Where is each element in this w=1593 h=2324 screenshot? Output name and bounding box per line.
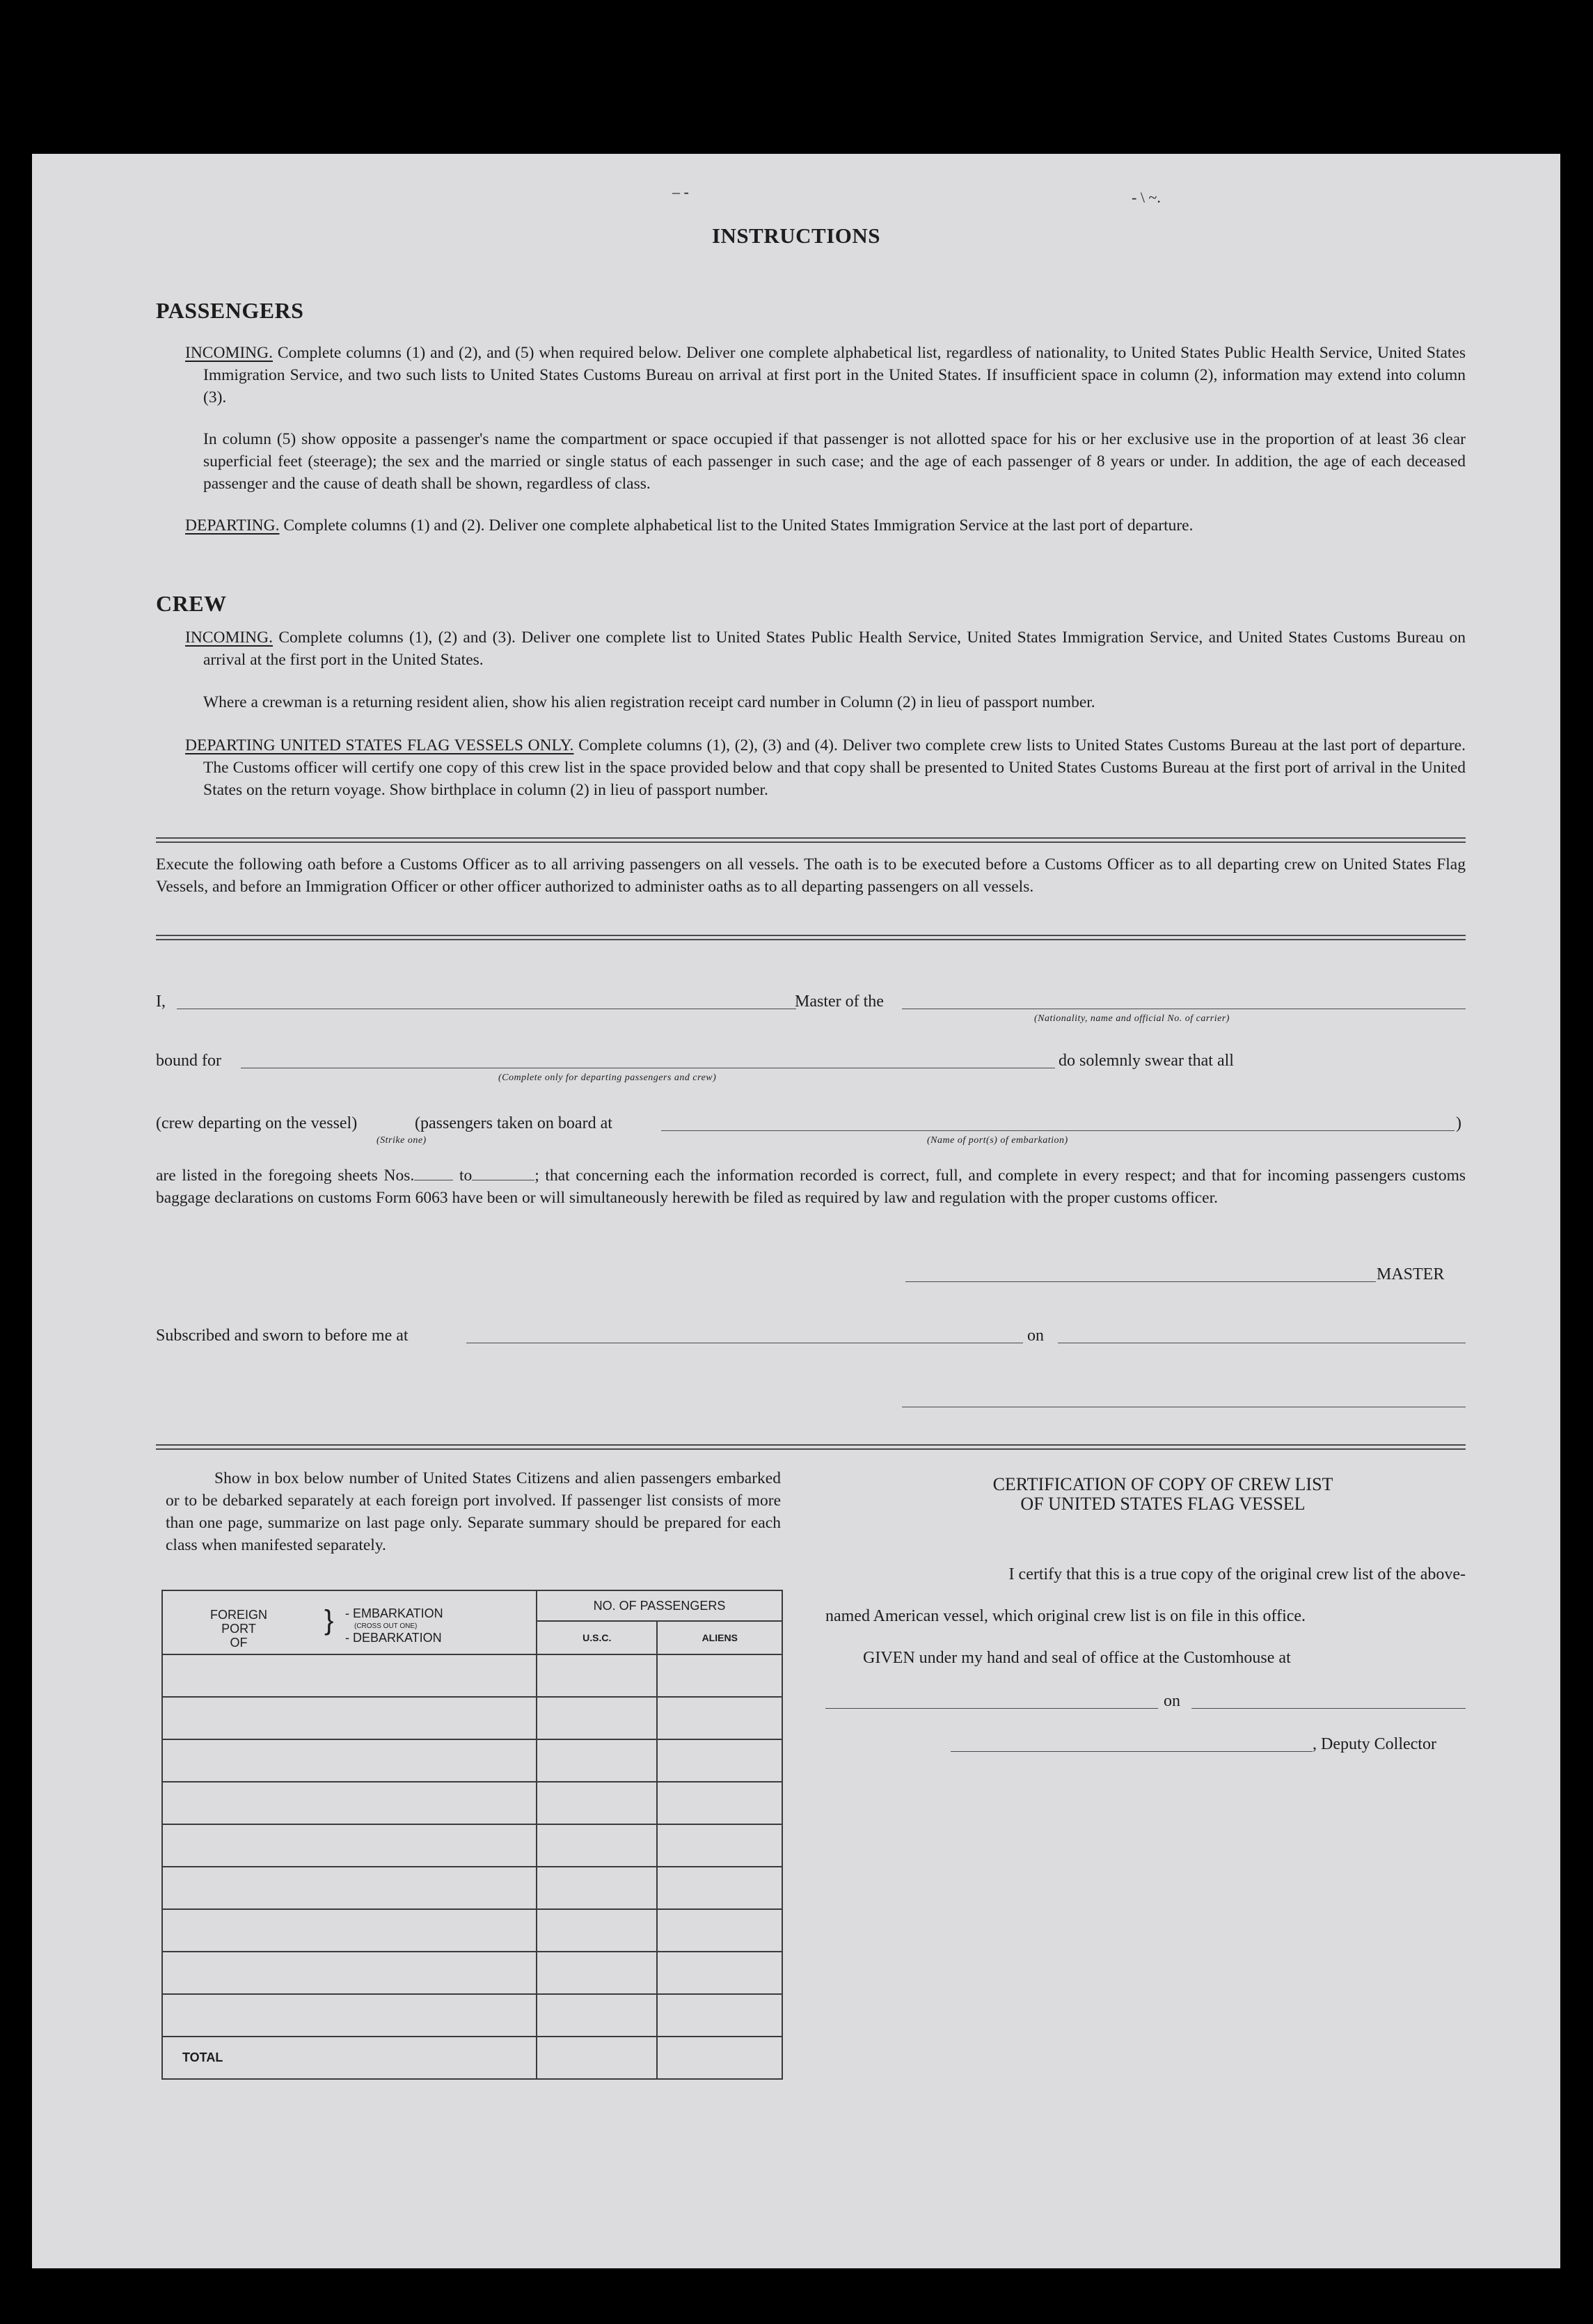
aliens-cell[interactable] — [657, 1782, 782, 1824]
crew-incoming-text: Complete columns (1), (2) and (3). Deliver one complete list to United States Public Health Service, United States Immigration Service, and United States Customs Bureau on arrival at the first port in the United States. — [203, 629, 1466, 669]
cert-on-label: on — [1164, 1692, 1180, 1710]
subscribed-label: Subscribed and sworn to before me at — [156, 1327, 409, 1345]
of-label: OF — [230, 1636, 248, 1650]
sworn-on-label: on — [1027, 1327, 1044, 1345]
port-cell[interactable] — [162, 1654, 537, 1697]
usc-cell[interactable] — [537, 1909, 657, 1952]
passengers-departing-paragraph — [185, 514, 1466, 537]
swear-text: do solemnly swear that all — [1059, 1052, 1234, 1070]
port-cell[interactable] — [162, 1867, 537, 1909]
crew-heading: CREW — [156, 591, 227, 616]
total-label: TOTAL — [162, 2037, 537, 2079]
master-signature-field[interactable] — [905, 1281, 1376, 1282]
bound-caption: (Complete only for departing passengers and crew) — [498, 1073, 717, 1083]
table-row — [162, 1867, 782, 1909]
ports-of-embarkation-field[interactable] — [661, 1130, 1455, 1131]
crew-departing-paragraph — [185, 734, 1466, 801]
passengers-column5-paragraph: In column (5) show opposite a passenger's name the compartment or space occupied if that passenger is not allotted space for his or her exclusive use in the proportion of at least 36 clear superficial feet (steerage); the sex and the married or single status of each passenger in such case; and the age of each passenger of 8 years or under. In addition, the age of each deceased passenger and the cause of death shall be shown, regardless of class. — [203, 430, 1466, 493]
usc-cell[interactable] — [537, 1994, 657, 2037]
aliens-cell[interactable] — [657, 1909, 782, 1952]
cert-date-field[interactable] — [1191, 1708, 1466, 1709]
page-title: INSTRUCTIONS — [711, 223, 880, 248]
aliens-cell[interactable] — [657, 1952, 782, 1994]
port-cell[interactable] — [162, 1824, 537, 1867]
certify-line-1: I certify that this is a true copy of the original crew list of the above- — [1008, 1565, 1466, 1583]
table-row — [162, 1739, 782, 1782]
embarkation-label: - EMBARKATION — [345, 1606, 443, 1620]
crew-incoming-paragraph — [185, 626, 1466, 671]
usc-cell[interactable] — [537, 1782, 657, 1824]
master-label: MASTER — [1377, 1265, 1445, 1283]
scan-mark: - \ ~. — [1132, 189, 1161, 206]
port-header-cell — [162, 1590, 537, 1654]
given-text: GIVEN under my hand and seal of office at the Customhouse at — [863, 1649, 1291, 1667]
table-row — [162, 1782, 782, 1824]
port-cell[interactable] — [162, 1739, 537, 1782]
port-cell[interactable] — [162, 1697, 537, 1739]
aliens-cell[interactable] — [657, 1867, 782, 1909]
certify-line-2: named American vessel, which original crew list is on file in this office. — [825, 1607, 1306, 1625]
certification-title-line1: CERTIFICATION OF COPY OF CREW LIST — [992, 1474, 1333, 1494]
usc-header: U.S.C. — [537, 1621, 657, 1654]
master-of-the-label: Master of the — [795, 993, 884, 1011]
table-row — [162, 1654, 782, 1697]
passenger-summary-table — [161, 1590, 783, 2080]
listed-text-b: ; that concerning each the information recorded is correct, full, and complete in every respect; and that for incoming passengers customs baggage declarations on customs Form 6063 have been or will simultaneously herewith be filed as required by law and regulation with the proper customs officer. — [156, 1167, 1466, 1207]
port-cell[interactable] — [162, 1994, 537, 2037]
table-row — [162, 1697, 782, 1739]
passengers-incoming-label: INCOMING. — [185, 344, 273, 362]
usc-cell[interactable] — [537, 1867, 657, 1909]
passengers-incoming-paragraph — [185, 342, 1466, 409]
debarkation-label: - DEBARKATION — [345, 1631, 442, 1645]
foreign-label: FOREIGN — [209, 1608, 267, 1622]
usc-cell[interactable] — [537, 1824, 657, 1867]
no-of-passengers-header: NO. OF PASSENGERS — [537, 1590, 782, 1621]
total-row — [162, 2037, 782, 2079]
certification-title — [860, 1475, 1466, 1514]
passengers-departing-label: DEPARTING. — [185, 516, 280, 535]
scan-mark: – - — [672, 183, 689, 200]
certification-title-line2: OF UNITED STATES FLAG VESSEL — [1020, 1494, 1306, 1514]
deputy-collector-label: , Deputy Collector — [1313, 1735, 1436, 1753]
aliens-cell[interactable] — [657, 1994, 782, 2037]
listed-text-a: are listed in the foregoing sheets — [156, 1167, 378, 1185]
listed-paragraph — [156, 1164, 1466, 1209]
table-row — [162, 1994, 782, 2037]
table-row — [162, 1952, 782, 1994]
oath-i-label: I, — [156, 993, 166, 1011]
port-cell[interactable] — [162, 1952, 537, 1994]
oath-instruction: Execute the following oath before a Customs Officer as to all arriving passengers on all vessels. The oath is to be executed before a Customs Officer as to all departing crew on United States Flag Vessels, and before an Immigration Officer or other officer authorized to administer oaths as to all departing passengers on all vessels. — [156, 855, 1466, 896]
listed-nos: Nos. — [383, 1167, 415, 1185]
deputy-signature-field[interactable] — [951, 1751, 1313, 1752]
divider — [156, 935, 1466, 940]
cross-out-label: (CROSS OUT ONE) — [354, 1622, 418, 1630]
crew-departing-text: Complete columns (1), (2), (3) and (4). Deliver two complete crew lists to United States Customs Bureau at the last port of departure. The Customs officer will certify one copy of this crew list in the space provided below and that copy shall be presented to United States Customs Bureau at the first port of arrival in the United States on the return voyage. Show birthplace in column (2) in lieu of passport number. — [203, 736, 1466, 799]
passengers-departing-text: Complete columns (1) and (2). Deliver one complete alphabetical list to the United States Immigration Service at the last port of departure. — [283, 516, 1194, 535]
usc-total-cell[interactable] — [537, 2037, 657, 2079]
customhouse-field[interactable] — [825, 1708, 1158, 1709]
usc-cell[interactable] — [537, 1952, 657, 1994]
port-cell[interactable] — [162, 1909, 537, 1952]
bound-for-label: bound for — [156, 1052, 221, 1070]
aliens-total-cell[interactable] — [657, 2037, 782, 2079]
ports-caption: (Name of port(s) of embarkation) — [927, 1135, 1068, 1146]
passengers-heading: PASSENGERS — [156, 298, 304, 323]
divider — [156, 837, 1466, 843]
aliens-cell[interactable] — [657, 1739, 782, 1782]
crew-departing-option: (crew departing on the vessel) — [156, 1114, 358, 1132]
listed-to: to — [459, 1167, 473, 1185]
usc-cell[interactable] — [537, 1739, 657, 1782]
table-row — [162, 1824, 782, 1867]
port-label: PORT — [221, 1622, 256, 1636]
crew-incoming-label: INCOMING. — [185, 629, 273, 647]
table-row — [162, 1909, 782, 1952]
summary-note: Show in box below number of United States Citizens and alien passengers embarked or to be debarked separately at each foreign port involved. If passenger list consists of more than one page, summarize on last page only. Separate summary should be prepared for each class when manifested separately. — [166, 1469, 781, 1554]
crew-resident-paragraph: Where a crewman is a returning resident alien, show his alien registration receipt card number in Column (2) in lieu of passport number. — [203, 693, 1095, 711]
aliens-header: ALIENS — [657, 1621, 782, 1654]
carrier-caption: (Nationality, name and official No. of carrier) — [1034, 1013, 1230, 1024]
usc-cell[interactable] — [537, 1697, 657, 1739]
port-cell[interactable] — [162, 1782, 537, 1824]
crew-departing-label: DEPARTING UNITED STATES FLAG VESSELS ONLY. — [185, 736, 574, 754]
close-paren: ) — [1456, 1114, 1461, 1132]
strike-one-caption: (Strike one) — [377, 1135, 427, 1146]
usc-cell[interactable] — [537, 1654, 657, 1697]
aliens-cell[interactable] — [657, 1697, 782, 1739]
aliens-cell[interactable] — [657, 1654, 782, 1697]
passengers-incoming-text: Complete columns (1) and (2), and (5) when required below. Deliver one complete alphabetical list, regardless of nationality, to United States Public Health Service, United States Immigration Service, and two such lists to United States Customs Bureau on arrival at first port in the United States. If insufficient space in column (2), information may extend into column (3). — [203, 344, 1466, 406]
brace-glyph: } — [324, 1605, 334, 1636]
foreign-port-of-label — [200, 1608, 277, 1650]
aliens-cell[interactable] — [657, 1824, 782, 1867]
passengers-taken-option: (passengers taken on board at — [415, 1114, 612, 1132]
divider — [156, 1444, 1466, 1450]
document-page — [32, 154, 1560, 2268]
